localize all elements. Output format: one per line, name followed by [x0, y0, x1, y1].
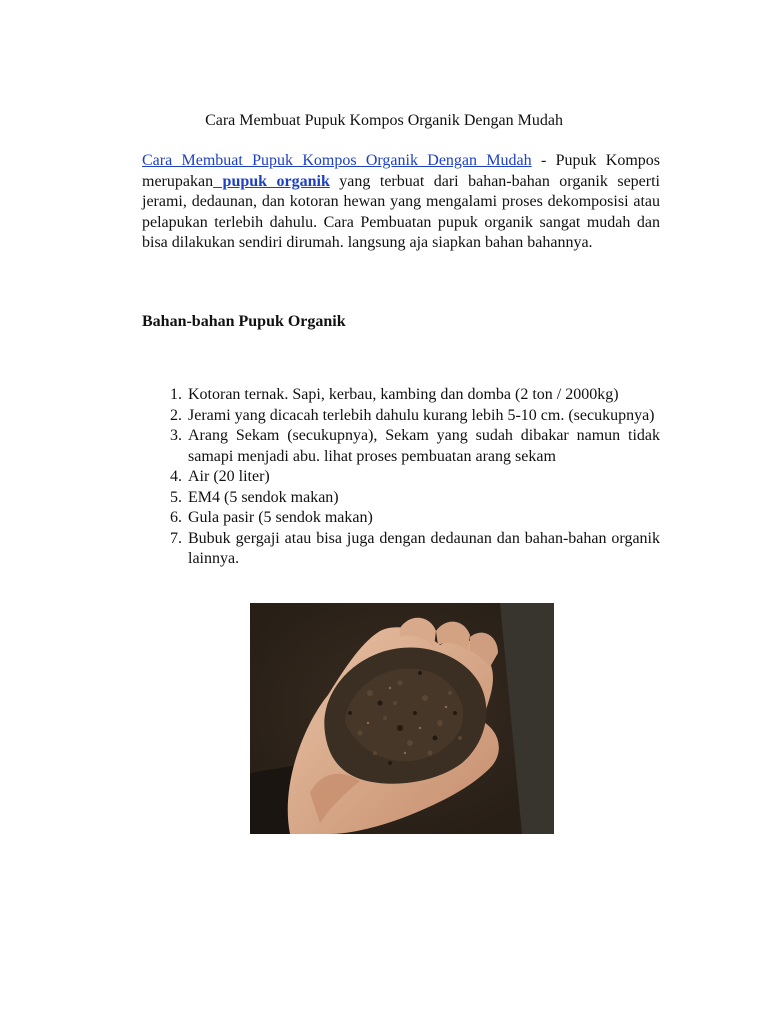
list-item: 2. Jerami yang dicacah terlebih dahulu kurang lebih 5-10 cm. (secukupnya)	[186, 406, 660, 427]
ingredients-list	[142, 385, 660, 570]
list-item: 3. Arang Sekam (secukupnya), Sekam yang sudah dibakar namun tidak samapi menjadi abu. lihat proses pembuatan arang sekam	[186, 426, 660, 467]
list-item: 4. Air (20 liter)	[186, 467, 660, 488]
pupuk-organik-link[interactable]: pupuk organik	[213, 172, 330, 190]
page-title: Cara Membuat Pupuk Kompos Organik Dengan Mudah	[205, 112, 563, 129]
title-link[interactable]: Cara Membuat Pupuk Kompos Organik Dengan Mudah	[142, 152, 532, 169]
list-item: 1. Kotoran ternak. Sapi, kerbau, kambing dan domba (2 ton / 2000kg)	[186, 385, 660, 406]
compost-photo	[250, 603, 554, 834]
list-item: 5. EM4 (5 sendok makan)	[186, 488, 660, 509]
section-heading: Bahan-bahan Pupuk Organik	[142, 313, 346, 330]
intro-text-2: yang terbuat dari bahan-bahan organik seperti jerami, dedaunan, dan kotoran hewan yang mengalami proses dekomposisi atau pelapukan terlebih dahulu. Cara Pembuatan pupuk organik sangat mudah dan bisa dilakukan sendiri dirumah. langsung aja siapkan bahan bahannya.	[142, 172, 660, 251]
compost-in-hand-photo	[250, 603, 554, 834]
intro-paragraph	[142, 151, 660, 254]
list-item: 6. Gula pasir (5 sendok makan)	[186, 508, 660, 529]
list-item: 7. Bubuk gergaji atau bisa juga dengan dedaunan dan bahan-bahan organik lainnya.	[186, 529, 660, 570]
intro-text-1: - Pupuk Kompos merupakan	[142, 152, 660, 190]
